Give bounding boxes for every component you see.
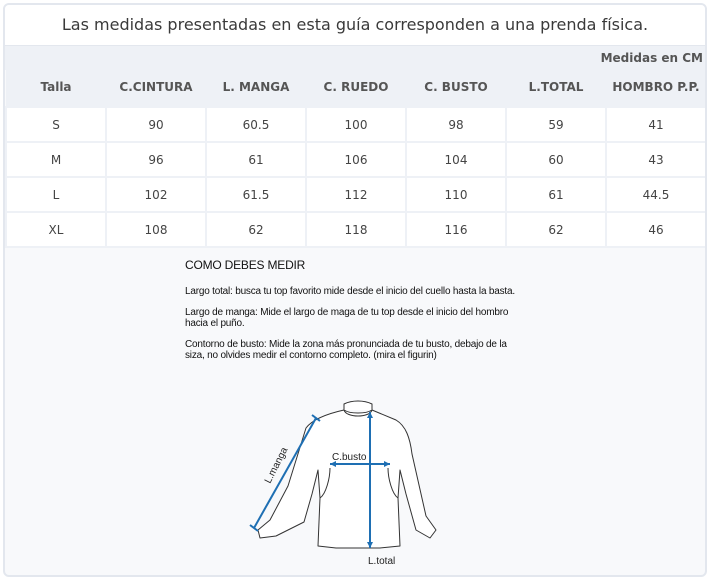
table-cell: 62 (506, 212, 606, 247)
instruction-largo-total: Largo total: busca tu top favorito mide desde el inicio del cuello hasta la basta. (185, 286, 515, 297)
table-row (6, 212, 706, 247)
table-cell: 60.5 (206, 107, 306, 142)
table-cell: 61.5 (206, 177, 306, 212)
label-total: L.total (368, 556, 396, 567)
table-cell: 60 (506, 142, 606, 177)
table-cell: 98 (406, 107, 506, 142)
header-cintura: C.CINTURA (106, 70, 206, 107)
table-row (6, 142, 706, 177)
label-manga: L.manga (262, 445, 291, 486)
table-cell: 118 (306, 212, 406, 247)
table-cell: 100 (306, 107, 406, 142)
label-busto: C.busto (332, 452, 367, 463)
table-cell: 41 (606, 107, 706, 142)
measuring-instructions (185, 258, 525, 371)
unit-note: Medidas en CM (600, 51, 703, 65)
table-cell: 110 (406, 177, 506, 212)
header-manga: L. MANGA (206, 70, 306, 107)
table-cell: 116 (406, 212, 506, 247)
header-talla: Talla (6, 70, 106, 107)
table-row (6, 107, 706, 142)
instructions-title: COMO DEBES MEDIR (185, 258, 306, 272)
table-cell: 61 (206, 142, 306, 177)
table-cell: 43 (606, 142, 706, 177)
sleeve-measure-tick-bottom (250, 525, 258, 531)
table-cell: 46 (606, 212, 706, 247)
table-cell: 59 (506, 107, 606, 142)
table-cell: 102 (106, 177, 206, 212)
header-busto: C. BUSTO (406, 70, 506, 107)
table-cell: 44.5 (606, 177, 706, 212)
table-cell: 106 (306, 142, 406, 177)
garment-figure (240, 398, 470, 570)
table-row (6, 177, 706, 212)
table-cell: M (6, 142, 106, 177)
table-cell: 104 (406, 142, 506, 177)
table-header-row (6, 70, 706, 107)
header-total: L.TOTAL (506, 70, 606, 107)
table-cell: S (6, 107, 106, 142)
guide-caption: Las medidas presentadas en esta guía corresponden a una prenda física. (5, 5, 705, 46)
table-cell: 61 (506, 177, 606, 212)
size-table (5, 70, 707, 248)
unit-note-row (5, 46, 705, 70)
table-cell: XL (6, 212, 106, 247)
header-hombro: HOMBRO P.P. (606, 70, 706, 107)
table-cell: 108 (106, 212, 206, 247)
table-cell: 96 (106, 142, 206, 177)
table-cell: L (6, 177, 106, 212)
instruction-contorno-busto: Contorno de busto: Mide la zona más pronunciada de tu busto, debajo de la siza, no olvides medir el contorno completo. (mira el figurin) (185, 339, 507, 361)
table-cell: 62 (206, 212, 306, 247)
table-cell: 112 (306, 177, 406, 212)
instruction-largo-manga: Largo de manga: Mide el largo de maga de tu top desde el inicio del hombro hacia el puño. (185, 307, 509, 329)
table-cell: 90 (106, 107, 206, 142)
header-ruedo: C. RUEDO (306, 70, 406, 107)
